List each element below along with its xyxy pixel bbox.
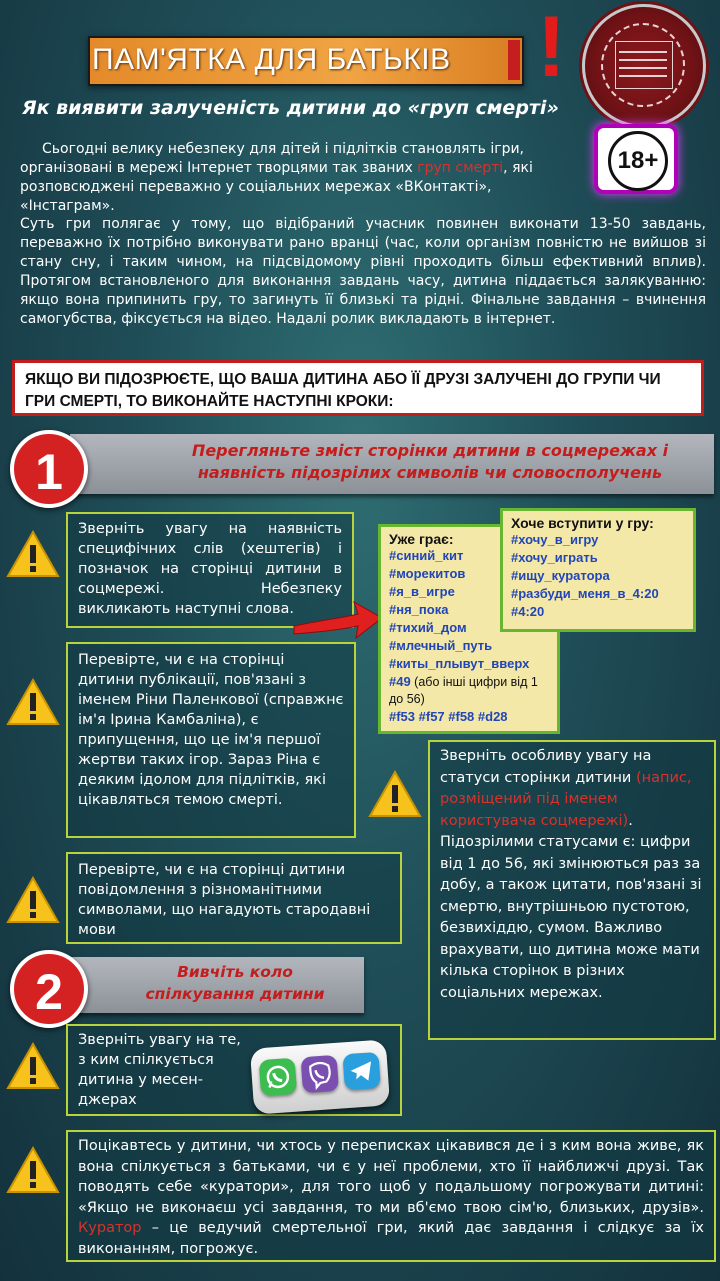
subtitle: Як виявити залученість дитини до «груп смерті» bbox=[22, 97, 559, 119]
hashtag: #49 bbox=[389, 674, 411, 689]
warning-banner: ЯКЩО ВИ ПІДОЗРЮЄТЕ, ЩО ВАША ДИТИНА АБО ЇЇ ДРУЗІ ЗАЛУЧЕНІ ДО ГРУПИ ЧИ ГРИ СМЕРТІ, ТО ВИКОНАЙТЕ НАСТУПНІ КРОКИ: bbox=[12, 360, 704, 416]
warning-icon bbox=[368, 770, 422, 818]
intro-text-2: , які розповсюджені переважно у соціальних мережах «ВКонтакті», «Інстаграм». bbox=[20, 160, 533, 214]
whatsapp-icon bbox=[259, 1058, 297, 1096]
rina-tip: Перевірте, чи є на сторінці дитини публікації, пов'язані з іменем Ріни Паленкової (справжнє ім'я Ірина Камбаліна), є припущення, що це ім'я першої жертви таких ігор. Зараз Ріна є деяким ідолом для підлітків, які цікавляться темою смерті. bbox=[66, 642, 356, 838]
curator-text-2: – це ведучий смертельної гри, який дає завдання і слідкує за їх виконанням, погрожує. bbox=[78, 1220, 704, 1257]
intro-text-1: Сьогодні велику небезпеку для дітей і підлітків становлять ігри, організовані в мережі Інтернет творцями так званих bbox=[20, 141, 525, 176]
curator-highlight: Куратор bbox=[78, 1220, 142, 1236]
hashtag: #я_в_игре bbox=[389, 584, 455, 599]
messenger-apps-graphic bbox=[250, 1039, 390, 1114]
status-highlight: (напис, розміщений під іменем користувача соцмережі) bbox=[440, 769, 692, 829]
step2-number: 2 bbox=[10, 950, 88, 1028]
hashtag-row: #f53 #f57 #f58 #d28 bbox=[389, 709, 508, 724]
hashtag: #синий_кит bbox=[389, 548, 464, 563]
age-badge-label: 18+ bbox=[608, 131, 668, 191]
hashtag: #тихий_дом bbox=[389, 620, 467, 635]
hashtag: #морекитов bbox=[389, 566, 466, 581]
intro-paragraph bbox=[20, 140, 580, 216]
warning-icon bbox=[6, 678, 60, 726]
page-title: ПАМ'ЯТКА ДЛЯ БАТЬКІВ bbox=[92, 43, 451, 76]
curator-tip bbox=[66, 1130, 716, 1262]
status-tip bbox=[428, 740, 716, 1040]
playing-heading: Уже грає: bbox=[389, 531, 454, 547]
warning-icon bbox=[6, 1042, 60, 1090]
curator-text-1: Поцікавтесь у дитини, чи хтось у переписках цікавився де і з ким вона живе, як вона спілкується з батьками, чи є у неї проблеми, хто її найближчі друзі. Так поводять себе «куратори», для того щоб у подальшому погрожувати дитині: «Якщо не виконаєш усі завдання, то ми вб'ємо твою сім'ю, близьких, друзів». bbox=[78, 1138, 704, 1216]
game-rules-paragraph: Суть гри полягає у тому, що відібраний учасник повинен виконати 13-50 завдань, переважно їх потрібно виконувати рано вранці (час, коли організм повністю не вийшов зі стану сну, і таким чином, на підсвідомому рівні проходить більш ефективний вплив). Протягом встановленого для виконання завдань часу, дитина піддається залякуванню: якщо вона припинить гру, то загинуть її близькі та рідні. Фінальне завдання – вчинення самогубства, фіксується на відео. Надалі ролик викладають в інтернет. bbox=[20, 216, 706, 327]
age-18-plus-badge bbox=[598, 128, 674, 190]
telegram-icon bbox=[342, 1052, 380, 1090]
symbols-tip: Перевірте, чи є на сторінці дитини повідомлення з різноманітними символами, що нагадують стародавні мови bbox=[66, 852, 402, 944]
hashtag-49-note bbox=[389, 673, 549, 708]
warning-icon bbox=[6, 1146, 60, 1194]
hashtag: #киты_плывут_вверх bbox=[389, 656, 530, 671]
step2-title-line1: Вивчіть коло bbox=[177, 963, 293, 981]
hashtag: #хочу_играть bbox=[511, 550, 598, 565]
messenger-tip-line: з ким спілкується bbox=[78, 1052, 214, 1068]
messenger-tip-line: дитина у месен- bbox=[78, 1072, 203, 1088]
hashtags-tip: Зверніть увагу на наявність специфічних слів (хештегів) і позначок на сторінці дитини в соцмережі. Небезпеку викликають наступні слова. bbox=[66, 512, 354, 628]
hashtag: #4:20 bbox=[511, 604, 545, 619]
intro-highlight: груп смерті bbox=[417, 160, 504, 176]
messenger-tip-line: Зверніть увагу на те, bbox=[78, 1032, 241, 1048]
hashtag-note: (або інші цифри від 1 до 56) bbox=[389, 675, 538, 706]
hashtag: #ищу_куратора bbox=[511, 568, 610, 583]
viber-icon bbox=[301, 1055, 339, 1093]
hashtag: #разбуди_меня_в_4:20 bbox=[511, 586, 659, 601]
hashtag: #млечный_путь bbox=[389, 638, 493, 653]
step2-title-line2: спілкування дитини bbox=[145, 985, 325, 1003]
hashtags-joining-card bbox=[500, 508, 696, 632]
step1-number: 1 bbox=[10, 430, 88, 508]
red-arrow-icon bbox=[292, 590, 384, 644]
warning-icon bbox=[6, 876, 60, 924]
status-text-2: . Підозрілими статусами є: цифри від 1 до 56, які змінюються раз за добу, а також цитати, пов'язані зі смертю, внутрішньою пустотою, безвихіддю, сумом. Важливо врахувати, що дитина може мати кілька сторінок в різних соціальних мережах. bbox=[440, 812, 702, 1001]
title-accent-bar bbox=[508, 40, 520, 80]
messenger-tip-line: джерах bbox=[78, 1092, 137, 1108]
hashtag: #хочу_в_игру bbox=[511, 532, 599, 547]
step1-title: Перегляньте зміст сторінки дитини в соцмережах і наявність підозрілих символів чи словосполучень bbox=[191, 441, 669, 482]
exclamation-icon: ! bbox=[537, 0, 566, 95]
hashtag: #ня_пока bbox=[389, 602, 449, 617]
warning-icon bbox=[6, 530, 60, 578]
joining-heading: Хоче вступити у гру: bbox=[511, 515, 654, 531]
status-text-1: Зверніть особливу увагу на статуси сторінки дитини bbox=[440, 748, 652, 786]
